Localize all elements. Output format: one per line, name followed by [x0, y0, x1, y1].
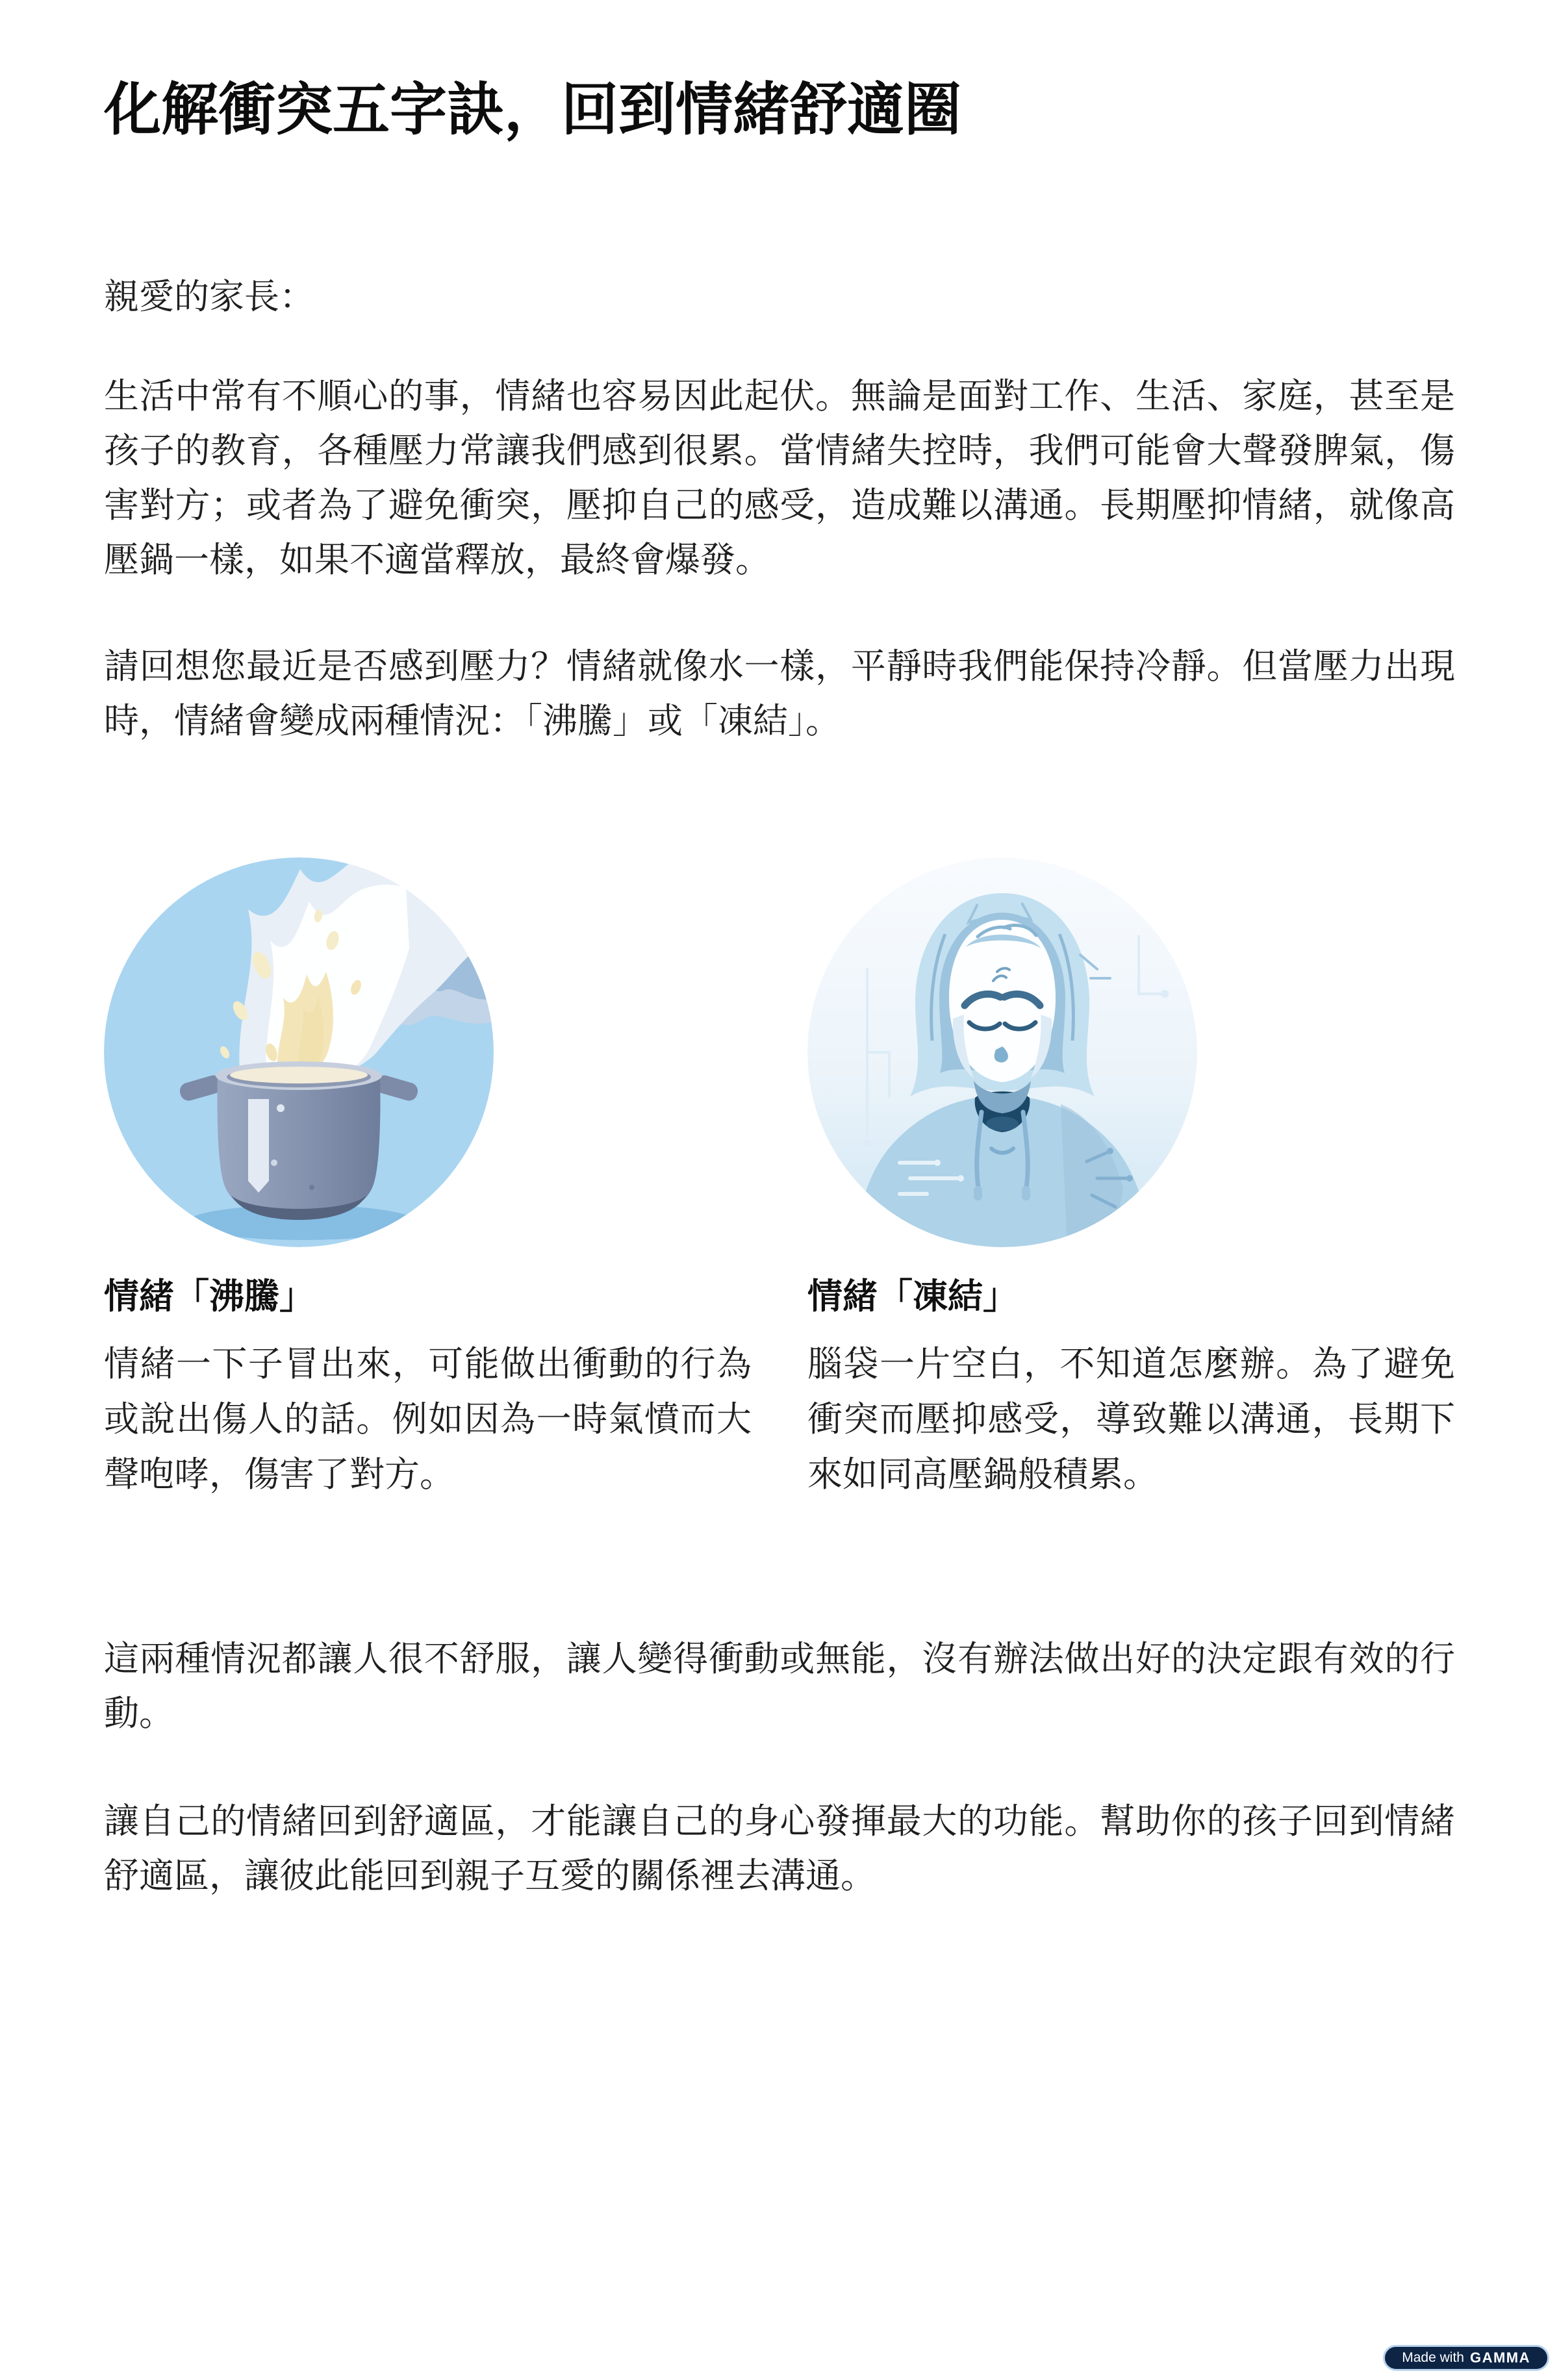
card-heading-boiling: 情緒「沸騰」	[104, 1277, 314, 1316]
card-heading-frozen: 情緒「凍結」	[807, 1277, 1018, 1316]
gamma-logo: GAMMA	[1469, 2349, 1530, 2366]
boiling-pot-icon	[104, 857, 494, 1247]
paragraph-pressure: 生活中常有不順心的事，情緒也容易因此起伏。無論是面對工作、生活、家庭，甚至是孩子的教育，各種壓力常讓我們感到很累。當情緒失控時，我們可能會大聲發脾氣，傷害對方；或者為了避免衝突，壓抑自己的感受，造成難以溝通。長期壓抑情緒，就像高壓鍋一樣，如果不適當釋放，最終會爆發。	[104, 377, 1455, 579]
page-title: 化解衝突五字訣，回到情緒舒適圈	[104, 77, 962, 142]
card-boiling	[104, 857, 752, 1502]
paragraph-consequence: 這兩種情況都讓人很不舒服，讓人變得衝動或無能，沒有辦法做出好的決定跟有效的行動。	[104, 1639, 1455, 1733]
badge-prefix-label: Made with	[1402, 2350, 1464, 2365]
boiling-pot-illustration	[104, 857, 494, 1247]
card-frozen	[807, 857, 1455, 1502]
card-body-frozen: 腦袋一片空白，不知道怎麼辦。為了避免衝突而壓抑感受，導致難以溝通，長期下來如同高壓鍋般積累。	[807, 1345, 1455, 1494]
emotion-cards-section	[104, 857, 1455, 1502]
card-body-boiling: 情緒一下子冒出來，可能做出衝動的行為或說出傷人的話。例如因為一時氣憤而大聲咆哮，傷害了對方。	[104, 1345, 752, 1494]
frozen-person-icon	[807, 857, 1197, 1247]
frozen-person-illustration	[807, 857, 1197, 1247]
made-with-gamma-badge[interactable]	[1383, 2345, 1549, 2371]
greeting-paragraph: 親愛的家長：	[104, 277, 314, 316]
paragraph-comfort-zone: 讓自己的情緒回到舒適區，才能讓自己的身心發揮最大的功能。幫助你的孩子回到情緒舒適區，讓彼此能回到親子互愛的關係裡去溝通。	[104, 1802, 1455, 1895]
paragraph-two-states: 請回想您最近是否感到壓力？情緒就像水一樣，平靜時我們能保持冷靜。但當壓力出現時，情緒會變成兩種情況：「沸騰」或「凍結」。	[104, 647, 1455, 741]
